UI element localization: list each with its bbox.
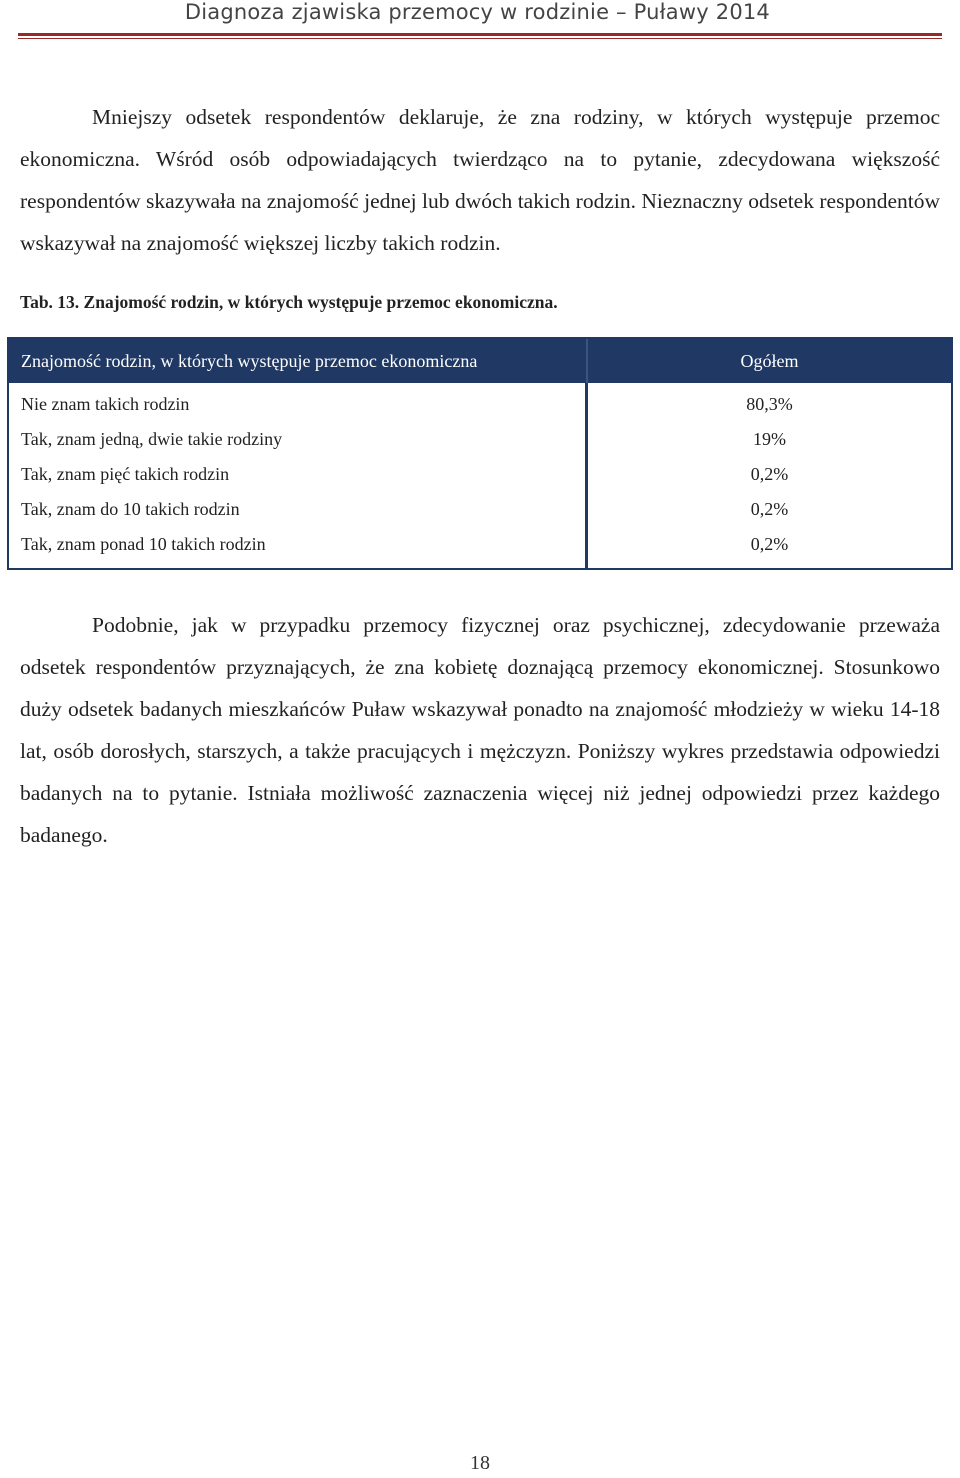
table-value-column (588, 383, 951, 568)
table-row-label: Nie znam takich rodzin (21, 394, 190, 414)
table-row-value: 19% (753, 429, 786, 449)
page-number: 18 (470, 1452, 490, 1474)
paragraph-intro (20, 96, 940, 264)
header-title: Diagnoza zjawiska przemocy w rodzinie – Puławy 2014 (184, 0, 770, 24)
paragraph-conclusion (20, 604, 940, 856)
table-row-label: Tak, znam jedną, dwie takie rodziny (21, 429, 283, 449)
table-header-row (9, 339, 951, 383)
data-table (7, 337, 953, 570)
table-header-total: Ogółem (740, 350, 799, 371)
table-label-column (9, 383, 588, 568)
page-header (0, 0, 960, 42)
table-header-category: Znajomość rodzin, w których występuje przemoc ekonomiczna (9, 339, 588, 383)
table-row-label: Tak, znam do 10 takich rodzin (21, 499, 240, 519)
table-row-value: 0,2% (750, 464, 789, 484)
table-row-label: Tak, znam ponad 10 takich rodzin (21, 534, 266, 554)
table-row-value: 0,2% (750, 534, 789, 554)
paragraph-conclusion-text: Podobnie, jak w przypadku przemocy fizycznej oraz psychicznej, zdecydowanie przeważa odsetek respondentów przyznających, że zna kobietę doznającą przemocy ekonomicznej. Stosunkowo duży odsetek badanych mieszkańców Puław wskazywał ponadto na znajomość młodzieży w wieku 14-18 lat, osób dorosłych, starszych, a także pracujących i mężczyzn. Poniższy wykres przedstawia odpowiedzi badanych na to pytanie. Istniała możliwość zaznaczenia więcej niż jednej odpowiedzi przez każdego badanego. (20, 613, 940, 847)
header-rule (18, 33, 942, 36)
paragraph-intro-text: Mniejszy odsetek respondentów deklaruje, że zna rodziny, w których występuje przemoc ekonomiczna. Wśród osób odpowiadających twierdząco na to pytanie, zdecydowana większość respondentów skazywała na znajomość jednej lub dwóch takich rodzin. Nieznaczny odsetek respondentów wskazywał na znajomość większej liczby takich rodzin. (20, 105, 940, 255)
header-rule-thin (18, 38, 942, 39)
table-row-label: Tak, znam pięć takich rodzin (21, 464, 230, 484)
table-row-value: 0,2% (750, 499, 789, 519)
table-caption: Tab. 13. Znajomość rodzin, w których występuje przemoc ekonomiczna. (20, 292, 558, 312)
table-row-value: 80,3% (746, 394, 793, 414)
table-body (9, 383, 951, 568)
